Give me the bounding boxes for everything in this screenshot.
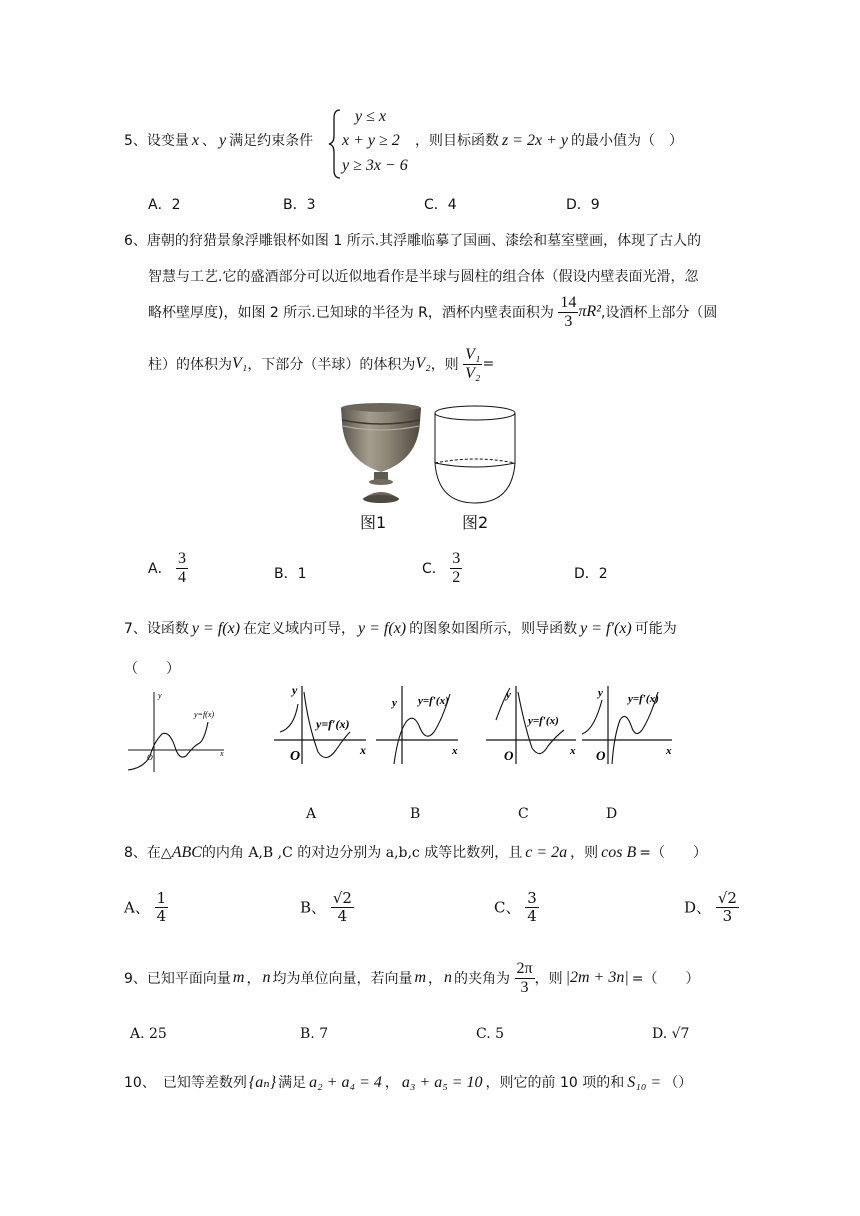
choice-c-label: C bbox=[518, 806, 529, 822]
graph-choice-c bbox=[484, 684, 580, 766]
cylinder-hemisphere-diagram bbox=[430, 405, 520, 507]
deriv-curve-label: y=f′(x) bbox=[316, 717, 350, 731]
constraint-3: y ≥ 3x − 6 bbox=[342, 157, 408, 174]
q5-stem: 5、设变量 x 、 y 满足约束条件 bbox=[124, 132, 314, 149]
deriv-curve-label: y=f′(x) bbox=[628, 693, 659, 705]
choice-a-label: A bbox=[306, 806, 317, 822]
q6-line-4: 柱）的体积为V₁，下部分（半球）的体积为V₂，则 $\frac{\text{V₁}}{\text{V₂}}$ = bbox=[148, 346, 495, 382]
axis-x-label: x bbox=[220, 749, 224, 758]
fig2-label: 图2 bbox=[462, 513, 489, 532]
choice-d-label: D bbox=[606, 806, 618, 822]
fig1-label: 图1 bbox=[360, 513, 387, 532]
axis-x-label: x bbox=[570, 745, 576, 757]
q6-line-1: 6、唐朝的狩猎景象浮雕银杯如图 1 所示.其浮雕临摹了国画、漆绘和墓室壁画，体现了古人的 bbox=[124, 233, 702, 249]
graph-choice-b bbox=[374, 684, 462, 766]
axis-y-label: y bbox=[598, 687, 603, 699]
q6-option-b: B．1 bbox=[274, 566, 307, 582]
deriv-curve-label: y=f′(x) bbox=[528, 715, 559, 727]
q7-stem: 7、设函数 y = f(x) 在定义域内可导， y = f(x) 的图象如图所示，则导函数 y = f′(x) 可能为 bbox=[124, 620, 677, 637]
constraint-2: x + y ≥ 2 bbox=[342, 132, 400, 149]
silver-cup-image bbox=[336, 402, 426, 506]
axis-x-label: x bbox=[452, 745, 458, 757]
q8-option-a: A、 $\frac{1}{4}$ bbox=[124, 889, 167, 925]
origin-label: O bbox=[504, 748, 514, 763]
q9-option-c: C. 5 bbox=[476, 1026, 505, 1042]
f-curve-label: y=f(x) bbox=[194, 710, 215, 719]
axis-y-label: y bbox=[506, 689, 511, 701]
q9-option-b: B. 7 bbox=[300, 1026, 329, 1042]
q5-option-b: B．3 bbox=[283, 197, 316, 213]
q7-paren: （ ） bbox=[124, 661, 180, 677]
axis-x-label: x bbox=[666, 745, 672, 757]
q9-option-a: A. 25 bbox=[130, 1026, 167, 1042]
choice-b-label: B bbox=[410, 806, 421, 822]
origin-label: O bbox=[147, 753, 153, 762]
deriv-curve-label: y=f′(x) bbox=[418, 695, 449, 707]
constraint-brace bbox=[328, 108, 342, 180]
q8-option-d: D、 $\frac{√2}{3}$ bbox=[684, 889, 737, 925]
q5-tail: ，则目标函数 z = 2x + y 的最小值为（ ） bbox=[415, 132, 684, 149]
q6-line-2: 智慧与工艺.它的盛酒部分可以近似地看作是半球与圆柱的组合体（假设内壁表面光滑，忽 bbox=[148, 269, 699, 285]
origin-label: O bbox=[290, 749, 301, 764]
q8-option-c: C、 $\frac{3}{4}$ bbox=[494, 889, 537, 925]
axis-y-label: y bbox=[292, 684, 298, 697]
q5-option-a: A．2 bbox=[148, 197, 181, 213]
graph-f-of-x bbox=[124, 688, 228, 776]
q6-option-a: A． $\frac{3}{4}$ bbox=[148, 550, 187, 586]
q9-stem: 9、已知平面向量 m ， n 均为单位向量，若向量 m ， n 的夹角为 $\frac{2\pi}{3}$ ，则 |2m + 3n| =（ ） bbox=[124, 960, 700, 996]
q5-option-d: D．9 bbox=[566, 197, 600, 213]
q6-option-d: D．2 bbox=[574, 566, 608, 582]
q9-option-d: D. √7 bbox=[652, 1026, 690, 1042]
origin-label: O bbox=[596, 748, 606, 763]
q5-option-c: C．4 bbox=[424, 197, 457, 213]
q6-option-c: C． $\frac{3}{2}$ bbox=[422, 550, 461, 586]
q10-stem: 10、 已知等差数列 {aₙ} 满足 a₂ + a₄ = 4 ， a₃ + a₅ = 10 ，则它的前 10 项的和 S₁₀ = （） bbox=[124, 1074, 693, 1091]
graph-choice-a bbox=[272, 684, 370, 766]
axis-y-label: y bbox=[158, 691, 162, 700]
q8-stem: 8、在△ABC的内角 A,B ,C 的对边分别为 a,b,c 成等比数列，且 c = 2a ，则 cos B =（ ） bbox=[124, 844, 707, 861]
constraint-1: y ≤ x bbox=[355, 108, 386, 125]
axis-x-label: x bbox=[360, 743, 366, 757]
axis-y-label: y bbox=[392, 697, 397, 709]
graph-choice-d bbox=[580, 684, 676, 766]
q6-line-3: 略杯壁厚度)，如图 2 所示.已知球的半径为 R，酒杯内壁表面积为 $\frac{14}{3}$ πR²,设酒杯上部分（圆 bbox=[148, 294, 718, 330]
q8-option-b: B、 $\frac{√2}{4}$ bbox=[300, 889, 352, 925]
